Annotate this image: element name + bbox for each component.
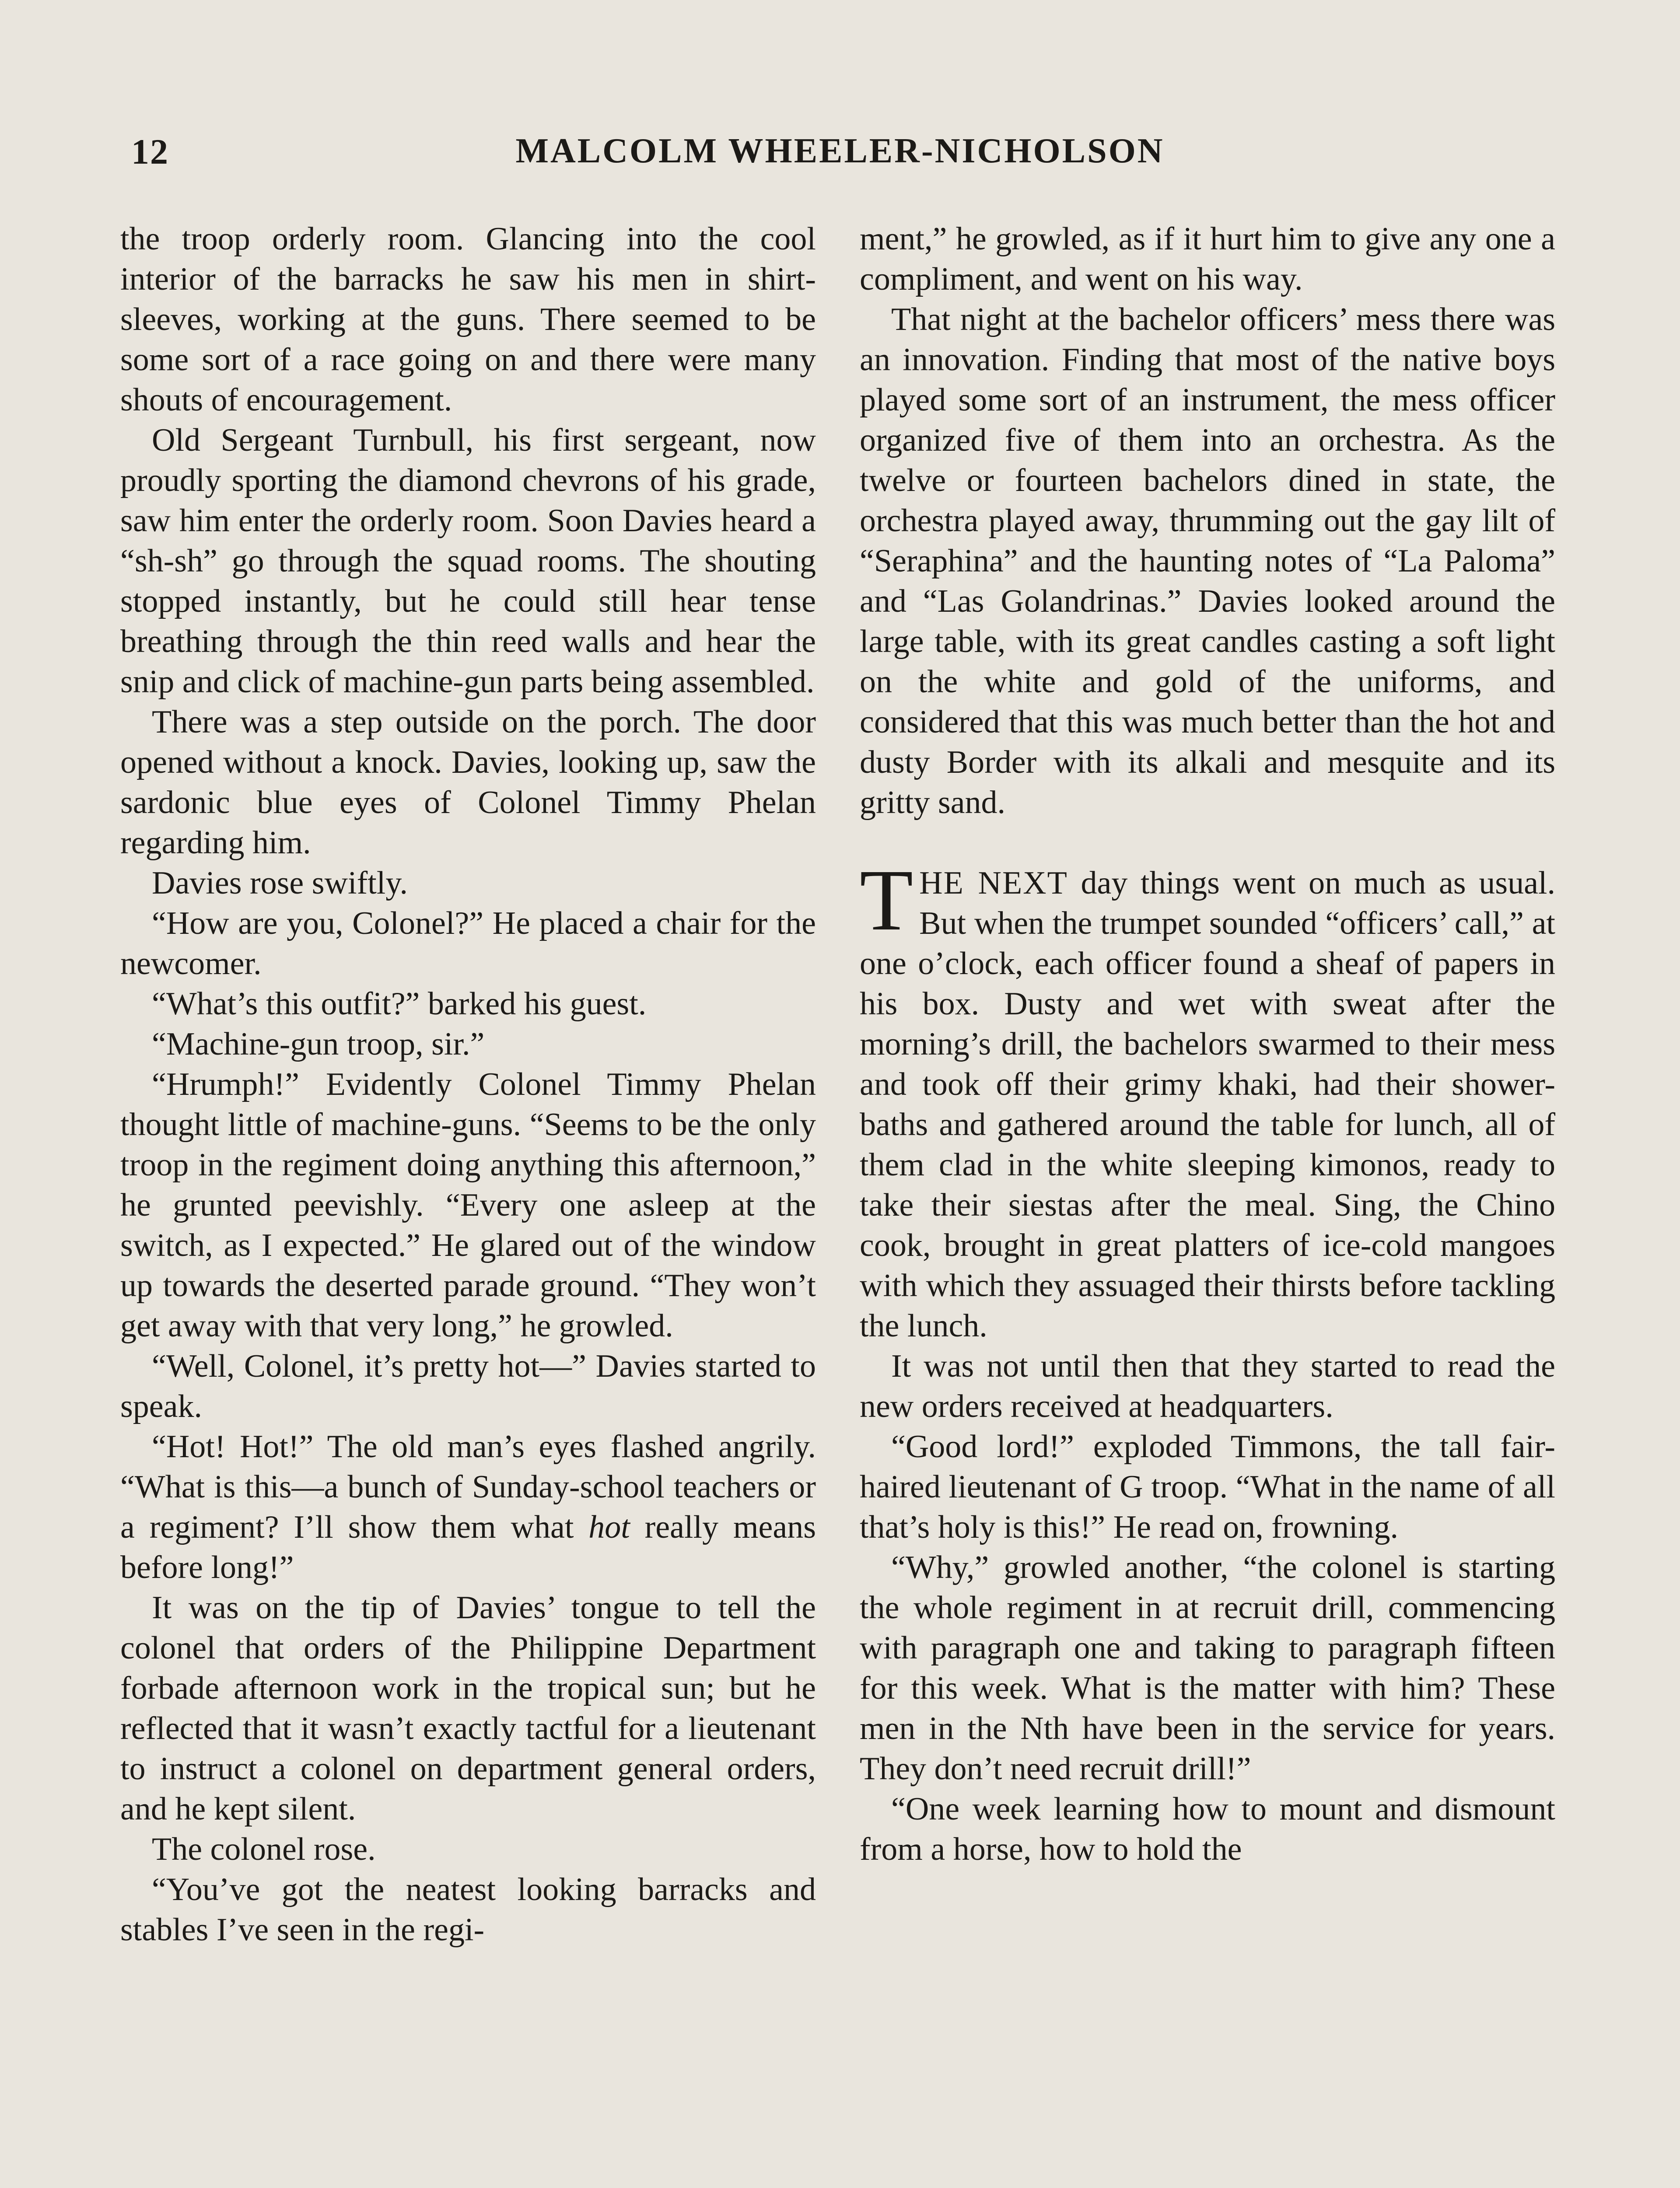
paragraph: [120, 702, 816, 863]
paragraph: [120, 1588, 816, 1829]
right-column: [860, 219, 1555, 1869]
paragraph-text: “Hot! Hot!” The old man’s eyes flashed angrily. “What is this—a bunch of Sunday-school teachers or a regiment? I’ll show them what: [120, 1429, 816, 1545]
left-column: [120, 219, 816, 1950]
paragraph-text: “Why,” growled another, “the colonel is starting the whole regiment in at recruit drill, commencing with paragraph one and taking to paragraph fifteen for this week. What is the matter with him? These men in the Nth have been in the service for years. They don’t need recruit drill!”: [860, 1550, 1555, 1787]
running-head: MALCOLM WHEELER-NICHOLSON: [515, 132, 1165, 170]
emphasis: hot: [588, 1509, 630, 1545]
section-opening-paragraph: [860, 852, 1555, 1346]
paragraph-text: ment,” he growled, as if it hurt him to give any one a compliment, and went on his way.: [860, 221, 1555, 297]
paragraph-text: “Hrumph!” Evidently Colonel Timmy Phelan thought little of machine-guns. “Seems to be the only troop in the regiment doing anything this afternoon,” he grunted peevishly. “Every one asleep at the switch, as I expected.” He glared out of the window up towards the deserted parade ground. “They won’t get away with that very long,” he growled.: [120, 1066, 816, 1344]
paragraph: [860, 219, 1555, 299]
paragraph-text: It was on the tip of Davies’ tongue to tell the colonel that orders of the Philippine Department forbade afternoon work in the tropical sun; but he reflected that it wasn’t exactly tactful for a lieutenant to instruct a colonel on department general orders, and he kept silent.: [120, 1590, 816, 1827]
page-header: [131, 131, 1549, 184]
paragraph-text: the troop orderly room. Glancing into the cool interior of the barracks he saw his men in shirt-sleeves, working at the guns. There seemed to be some sort of a race going on and there were many shouts of encouragement.: [120, 221, 816, 418]
paragraph: [120, 1869, 816, 1950]
paragraph: [860, 1547, 1555, 1789]
paragraph-text: “You’ve got the neatest looking barracks and stables I’ve seen in the regi-: [120, 1872, 816, 1948]
paragraph-text: “Well, Colonel, it’s pretty hot—” Davies started to speak.: [120, 1348, 816, 1424]
paragraph: [860, 1427, 1555, 1547]
paragraph-text: Davies rose swiftly.: [152, 865, 408, 901]
paragraph-text: “What’s this outfit?” barked his guest.: [152, 986, 647, 1022]
paragraph: [120, 863, 816, 903]
drop-cap: T: [860, 852, 914, 949]
paragraph-text: “One week learning how to mount and dismount from a horse, how to hold the: [860, 1791, 1555, 1867]
paragraph: [120, 903, 816, 984]
paragraph-text: Old Sergeant Turnbull, his first sergeant, now proudly sporting the diamond chevrons of his grade, saw him enter the orderly room. Soon Davies heard a “sh-sh” go through the squad rooms. The shouting stopped instantly, but he could still hear tense breathing through the thin reed walls and hear the snip and click of machine-gun parts being assembled.: [120, 422, 816, 700]
page-number: 12: [131, 132, 169, 172]
paragraph-text: It was not until then that they started to read the new orders received at headquarters.: [860, 1348, 1555, 1424]
paragraph: [860, 1346, 1555, 1427]
paragraph: [120, 1024, 816, 1064]
paragraph-text: There was a step outside on the porch. The door opened without a knock. Davies, looking up, saw the sardonic blue eyes of Colonel Timmy Phelan regarding him.: [120, 704, 816, 861]
section-opening-text: day things went on much as usual. But when the trumpet sounded “officers’ call,” at one o’clock, each officer found a sheaf of papers in his box. Dusty and wet with sweat after the morning’s drill, the bachelors swarmed to their mess and took off their grimy khaki, had their shower-baths and gathered around the table for lunch, all of them clad in the white sleeping kimonos, ready to take their siestas after the meal. Sing, the Chino cook, brought in great platters of ice-cold mangoes with which they assuaged their thirsts before tackling the lunch.: [860, 865, 1555, 1344]
right-column-bottom: [860, 1346, 1555, 1869]
paragraph: [120, 1346, 816, 1427]
paragraph: [120, 1829, 816, 1869]
paragraph-text: The colonel rose.: [152, 1831, 376, 1867]
section-opening-smallcaps: HE NEXT: [919, 865, 1068, 901]
text-columns: [120, 219, 1555, 2188]
paragraph: [120, 1427, 816, 1588]
paragraph: [860, 299, 1555, 823]
paragraph: [860, 1789, 1555, 1869]
paragraph: [120, 219, 816, 420]
paragraph-text: “How are you, Colonel?” He placed a chair for the newcomer.: [120, 905, 816, 982]
right-column-top: [860, 219, 1555, 823]
paragraph-text: That night at the bachelor officers’ mess there was an innovation. Finding that most of the native boys played some sort of an instrument, the mess officer organized five of them into an orchestra. As the twelve or fourteen bachelors dined in state, the orchestra played away, thrumming out the gay lilt of “Seraphina” and the haunting notes of “La Paloma” and “Las Golandrinas.” Davies looked around the large table, with its great candles casting a soft light on the white and gold of the uniforms, and considered that this was much better than the hot and dusty Border with its alkali and mesquite and its gritty sand.: [860, 302, 1555, 820]
paragraph: [120, 420, 816, 702]
paragraph: [120, 1064, 816, 1346]
paragraph-text: “Good lord!” exploded Timmons, the tall fair-haired lieutenant of G troop. “What in the name of all that’s holy is this!” He read on, frowning.: [860, 1429, 1555, 1545]
section-break: [860, 823, 1555, 863]
paragraph-text: “Machine-gun troop, sir.”: [152, 1026, 485, 1062]
paragraph-text-after: really means before long!”: [120, 1509, 816, 1585]
paragraph: [120, 984, 816, 1024]
